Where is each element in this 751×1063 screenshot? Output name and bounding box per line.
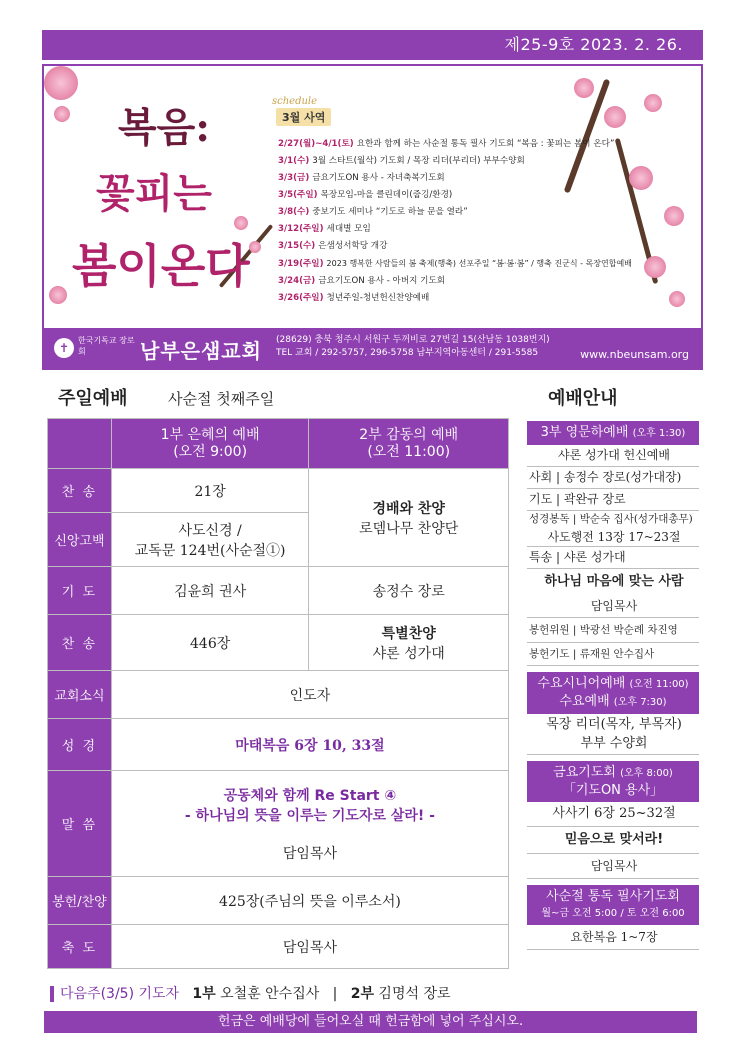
second-service-label: 2부 bbox=[350, 986, 374, 1002]
offering-notice: 헌금은 예배당에 들어오실 때 헌금함에 넣어 주십시오. bbox=[44, 1011, 697, 1033]
prayer2-value: 송정수 장로 bbox=[309, 567, 509, 615]
guide-row: 기도 | 곽완규 장로 bbox=[527, 489, 699, 511]
friday-prayer-header: 금요기도회 (오후 8:00) 「기도ON 용사」 bbox=[527, 761, 699, 802]
schedule-item: 3/3(금) 금요기도ON 용사 - 자녀축복기도회 bbox=[278, 173, 445, 183]
guide-row: 샤론 성가대 헌신예배 bbox=[527, 445, 699, 467]
worship-subtitle: 사순절 첫째주일 bbox=[168, 390, 275, 408]
church-logo-icon: ✝ bbox=[54, 338, 74, 358]
schedule-item: 3/12(주일) 세대별 모임 bbox=[278, 224, 371, 234]
first-prayer-name: 오철훈 안수집사 bbox=[220, 986, 320, 1002]
schedule-item: 3/5(주일) 목장모임-마을 클린데이(줍깅/환경) bbox=[278, 190, 453, 200]
guide-sermon-title: 믿음으로 맞서라! bbox=[527, 827, 699, 854]
accent-bar bbox=[50, 986, 54, 1002]
next-week-label: 다음주(3/5) 기도자 bbox=[60, 986, 180, 1002]
table-row bbox=[48, 469, 509, 513]
table-row bbox=[48, 877, 509, 925]
prayer1-value: 김윤희 권사 bbox=[111, 567, 309, 615]
row-label: 찬 송 bbox=[48, 469, 112, 513]
service2-header: 2부 감동의 예배 (오전 11:00) bbox=[309, 419, 509, 469]
schedule-item: 3/24(금) 금요기도ON 용사 - 아버지 기도회 bbox=[278, 276, 446, 286]
row-label: 교회소식 bbox=[48, 671, 112, 719]
schedule-list bbox=[278, 136, 632, 307]
lent-prayer-header: 사순절 통독 필사기도회 월~금 오전 5:00 / 토 오전 6:00 bbox=[527, 885, 699, 925]
row-label: 기 도 bbox=[48, 567, 112, 615]
denomination: 한국기독교 장로회 bbox=[78, 336, 135, 356]
service-guide-column bbox=[527, 421, 699, 950]
choir-cell: 경배와 찬양 로뎀나무 찬양단 bbox=[309, 469, 509, 567]
phone-line: TEL 교회 / 292-5757, 296-5758 남부지역아동센터 / 291-5585 bbox=[276, 348, 539, 358]
guide-row: 봉헌기도 | 류재원 안수집사 bbox=[527, 643, 699, 666]
hymn2-value: 446장 bbox=[111, 615, 309, 671]
blessing-value: 담임목사 bbox=[111, 925, 508, 969]
banner-artwork bbox=[44, 66, 701, 328]
blossom-icon bbox=[629, 166, 653, 190]
guide-row: 부부 수양회 bbox=[527, 734, 699, 755]
guide-preacher: 담임목사 bbox=[527, 854, 699, 879]
blossom-icon bbox=[604, 106, 626, 128]
table-row bbox=[48, 567, 509, 615]
guide-title: 예배안내 bbox=[548, 388, 618, 409]
guide-row: 특송 | 샤론 성가대 bbox=[527, 547, 699, 569]
guide-row: 요한복음 1~7장 bbox=[527, 925, 699, 950]
schedule-item: 3/26(주일) 청년주일-청년헌신찬양예배 bbox=[278, 293, 430, 303]
guide-row: 사사기 6장 25~32절 bbox=[527, 802, 699, 827]
first-service-label: 1부 bbox=[192, 986, 216, 1002]
guide-preacher: 담임목사 bbox=[527, 595, 699, 618]
guide-row: 성경봉독 | 박순숙 집사(성가대총무) bbox=[529, 513, 693, 525]
church-name: 남부은샘교회 bbox=[140, 339, 262, 363]
address-line: (28629) 충북 청주시 서원구 두꺼비로 27번길 15(산남동 1038번지) bbox=[276, 335, 550, 345]
blossom-icon bbox=[54, 106, 70, 122]
row-label: 봉헌/찬양 bbox=[48, 877, 112, 925]
banner bbox=[42, 64, 703, 370]
worship-title: 주일예배 bbox=[58, 388, 128, 409]
blossom-icon bbox=[44, 66, 78, 100]
table-row bbox=[48, 615, 509, 671]
table-row bbox=[48, 719, 509, 771]
table-header-row bbox=[48, 419, 509, 469]
table-row bbox=[48, 771, 509, 877]
row-label: 축 도 bbox=[48, 925, 112, 969]
table-row bbox=[48, 925, 509, 969]
scripture-value: 마태복음 6장 10, 33절 bbox=[111, 719, 508, 771]
worship-order-table bbox=[47, 418, 509, 969]
blossom-icon bbox=[644, 256, 666, 278]
issue-number-date: 제25-9호 2023. 2. 26. bbox=[504, 35, 683, 54]
header-corner bbox=[48, 419, 112, 469]
blossom-icon bbox=[234, 216, 248, 230]
news-value: 인도자 bbox=[111, 671, 508, 719]
creed-value: 사도신경 / 교독문 124번(사순절①) bbox=[111, 513, 309, 567]
row-label: 성 경 bbox=[48, 719, 112, 771]
schedule-label: schedule bbox=[272, 96, 318, 107]
blossom-icon bbox=[49, 286, 67, 304]
offering-value: 425장(주님의 뜻을 이루소서) bbox=[111, 877, 508, 925]
calligraphy-line: 봄이온다 bbox=[72, 239, 250, 293]
blossom-icon bbox=[664, 206, 684, 226]
guide-row: 봉헌위원 | 박광선 박순례 차진영 bbox=[527, 618, 699, 643]
guide-row: 목장 리더(목자, 부목자) bbox=[546, 717, 682, 732]
english-service-header: 3부 영문하예배 (오후 1:30) bbox=[527, 421, 699, 445]
guide-row: 사도행전 13장 17~23절 bbox=[527, 528, 699, 547]
sermon-cell: 공동체와 함께 Re Start ④ - 하나님의 뜻을 이루는 기도자로 살라! - 담임목사 bbox=[111, 771, 508, 877]
hymn1-value: 21장 bbox=[111, 469, 309, 513]
row-label: 신앙고백 bbox=[48, 513, 112, 567]
issue-header bbox=[42, 30, 703, 60]
next-week-prayers bbox=[50, 984, 510, 1004]
table-row bbox=[48, 671, 509, 719]
blossom-icon bbox=[644, 94, 662, 112]
row-label: 말 씀 bbox=[48, 771, 112, 877]
guide-row: 사회 | 송정수 장로(성가대장) bbox=[527, 467, 699, 489]
schedule-item: 3/1(수) 3월 스타트(월삭) 기도회 / 목장 리더(부리더) 부부수양회 bbox=[278, 156, 525, 166]
calligraphy-line: 꽃피는 bbox=[96, 170, 212, 217]
row-label: 찬 송 bbox=[48, 615, 112, 671]
schedule-item: 3/19(주일) 2023 행복한 사람들의 봄 축제(행축) 선포주일 “봄·봄·봄” / 행축 진군식 - 목장연합예배 bbox=[278, 259, 632, 269]
church-address bbox=[276, 334, 550, 360]
calligraphy-line: 복음: bbox=[118, 104, 211, 151]
special-song-cell: 특별찬양 샤론 성가대 bbox=[309, 615, 509, 671]
wednesday-service-header: 수요시니어예배 (오전 11:00) 수요예배 (오후 7:30) bbox=[527, 672, 699, 714]
schedule-item: 2/27(월)~4/1(토) 요한과 함께 하는 사순절 통독 필사 기도회 “복음 : 꽃피는 봄이 온다” bbox=[278, 139, 615, 149]
blossom-icon bbox=[574, 78, 594, 98]
schedule-month: 3월 사역 bbox=[276, 108, 331, 126]
separator: | bbox=[332, 986, 338, 1002]
second-prayer-name: 김명석 장로 bbox=[378, 986, 451, 1002]
schedule-item: 3/15(수) 은샘성서학당 개강 bbox=[278, 241, 388, 251]
website-link[interactable]: www.nbeunsam.org bbox=[580, 348, 689, 361]
guide-sermon-title: 하나님 마음에 맞는 사람 bbox=[544, 574, 684, 589]
blossom-icon bbox=[249, 241, 261, 253]
schedule-item: 3/8(수) 중보기도 세미나 “기도로 하늘 문을 열라” bbox=[278, 207, 468, 217]
service1-header: 1부 은혜의 예배 (오전 9:00) bbox=[111, 419, 309, 469]
church-info-bar bbox=[44, 328, 701, 368]
blossom-icon bbox=[669, 291, 685, 307]
